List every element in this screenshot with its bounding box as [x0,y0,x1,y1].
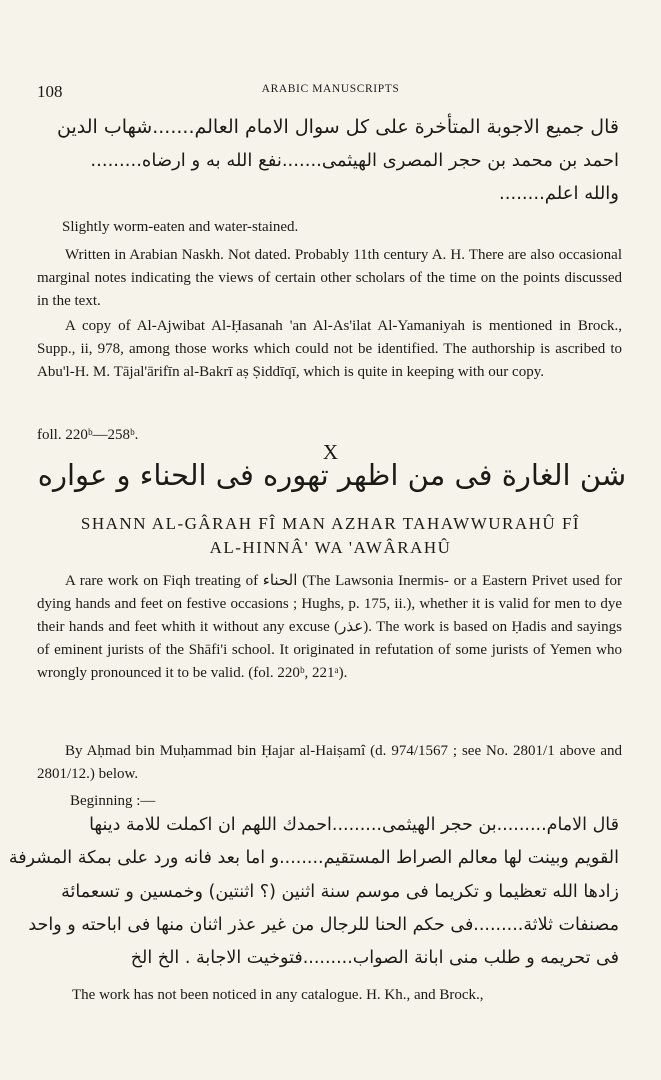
title-transliteration-line: AL-HINNÂ' WA 'AWÂRAHÛ [209,538,452,557]
arabic-beginning-line: زادها الله تعظيما و تكريما فى موسم سنة اثنين (؟ اثنتين) وخمسين و تسعمائة [61,882,619,902]
beginning-label: Beginning :— [70,793,156,809]
closing-note: The work has not been noticed in any catalogue. H. Kh., and Brock., [72,987,484,1003]
running-title: ARABIC MANUSCRIPTS [261,83,400,95]
arabic-title: شن الغارة فى من اظهر تهوره فى الحناء و عواره [37,458,627,492]
arabic-quote-line: احمد بن محمد بن حجر المصرى الهيثمى.......نفع الله به و ارضاه......... [90,150,619,171]
arabic-quote-line: والله اعلم........ [499,183,619,204]
arabic-beginning-line: مصنفات ثلاثة.........فى حكم الحنا للرجال من غير عذر اثنان منها فى اباحته و واحد [28,915,619,935]
arabic-beginning-line: القويم وبينت لها معالم الصراط المستقيم........و اما بعد فانه ورد على بمكة المشرفة [8,848,619,868]
page-number: 108 [37,82,63,101]
description-paragraph: Written in Arabian Naskh. Not dated. Probably 11th century A. H. There are also occasional marginal notes indicating the views of certain other scholars of the time on the points discussed in the text. [37,247,622,309]
work-description: A rare work on Fiqh treating of الحناء (The Lawsonia Inermis- or a Eastern Privet used for dying hands and feet on festive occasions ; Hughs, p. 175, ii.), whether it is valid for men to dye their hands and feet whith it without any excuse (عذر). The work is based on Ḥadis and sayings of eminent jurists of the Shāfi'i school. It originated in refutation of some jurists of Yemen who wrongly pronounced it to be valid. (fol. 220ᵇ, 221ᵃ). [37,573,623,681]
arabic-beginning-line: قال الامام.........بن حجر الهيثمى.........احمدك اللهم ان اكملت للامة دينها [89,815,619,835]
folio-reference: foll. 220ᵇ—258ᵇ. [37,427,139,443]
description-paragraph: A copy of Al-Ajwibat Al-Ḥasanah 'an Al-As'ilat Al-Yamaniyah is mentioned in Brock., Supp., ii, 978, among those works which could not be identified. The authorship is ascribed to Abu'l-H. M. Tājal'ārifīn al-Bakrī aṣ Ṣiddīqī, which is quite in keeping with our copy. [37,318,622,380]
title-transliteration-line: SHANN AL-GÂRAH FÎ MAN AZHAR TAHAWWURAHÛ FÎ [80,514,581,533]
author-attribution: By Aḥmad bin Muḥammad bin Ḥajar al-Haiṣamî (d. 974/1567 ; see No. 2801/1 above and 2801/12.) below. [37,743,622,782]
arabic-quote-line: قال جميع الاجوبة المتأخرة على كل سوال الامام العالم.......شهاب الدين [57,116,619,138]
section-number: X [322,440,339,464]
arabic-beginning-line: فى تحريمه و طلب منى ابانة الصواب.........فتوخيت الاجابة . الخ الخ [130,948,619,968]
condition-note: Slightly worm-eaten and water-stained. [62,219,299,235]
